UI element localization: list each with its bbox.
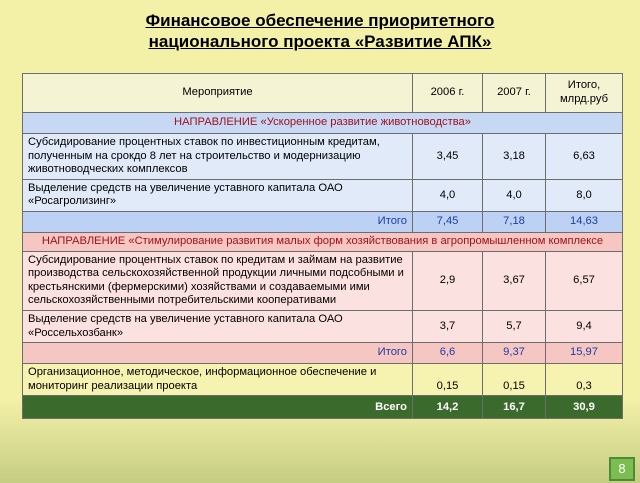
- funding-table: [22, 73, 623, 419]
- subtotal-label: Итого: [23, 343, 413, 364]
- subtotal-total: 15,97: [546, 343, 623, 364]
- value-total: 6,63: [546, 134, 623, 180]
- table-row: [23, 179, 623, 211]
- header-total: Итого, млрд.руб: [546, 74, 623, 113]
- measure-cell: Выделение средств на увеличение уставного капитала ОАО «Росагролизинг»: [23, 179, 413, 211]
- table-row: [23, 134, 623, 180]
- slide-title: [0, 10, 640, 52]
- value-2006: 4,0: [413, 179, 483, 211]
- value-2007: 3,18: [483, 134, 546, 180]
- subtotal-2007: 7,18: [483, 211, 546, 232]
- direction-row-livestock: [23, 113, 623, 134]
- direction-row-small-farms: [23, 232, 623, 251]
- header-measure: Мероприятие: [23, 74, 413, 113]
- header-2006: 2006 г.: [413, 74, 483, 113]
- value-2006: 2,9: [413, 251, 483, 310]
- title-line-2: национального проекта «Развитие АПК»: [148, 32, 492, 51]
- grand-total-2007: 16,7: [483, 396, 546, 419]
- direction-label: НАПРАВЛЕНИЕ: [174, 116, 258, 129]
- grand-total-row: [23, 396, 623, 419]
- measure-cell: Организационное, методическое, информационное обеспечение и мониторинг реализации проекта: [23, 364, 413, 396]
- subtotal-row: [23, 343, 623, 364]
- grand-total-2006: 14,2: [413, 396, 483, 419]
- measure-cell: Субсидирование процентных ставок по кредитам и займам на развитие производства сельскохозяйственной продукции личными подсобными и крестьянскими (фермерскими) хозяйствами и создаваемыми ими сельскохозяйственными потребительскими кооперативами: [23, 251, 413, 310]
- table-header-row: [23, 74, 623, 113]
- value-2007: 4,0: [483, 179, 546, 211]
- subtotal-2006: 6,6: [413, 343, 483, 364]
- slide-number-badge: 8: [609, 457, 635, 481]
- value-total: 8,0: [546, 179, 623, 211]
- direction-title: [23, 113, 623, 134]
- grand-total-label: Всего: [23, 396, 413, 419]
- value-2007: 0,15: [483, 364, 546, 396]
- measure-cell: Субсидирование процентных ставок по инвестиционным кредитам, полученным на срокдо 8 лет на строительство и модернизацию животноводческих комплексов: [23, 134, 413, 180]
- table-row: [23, 251, 623, 310]
- table-row: [23, 310, 623, 342]
- subtotal-label: Итого: [23, 211, 413, 232]
- header-2007: 2007 г.: [483, 74, 546, 113]
- table-row: [23, 364, 623, 396]
- direction-label: НАПРАВЛЕНИЕ: [41, 234, 126, 247]
- subtotal-row: [23, 211, 623, 232]
- direction-name: «Стимулирование развития малых форм хозяйствования в агропромышленном комплексе: [128, 234, 604, 247]
- value-total: 6,57: [546, 251, 623, 310]
- value-2006: 3,7: [413, 310, 483, 342]
- value-2007: 5,7: [483, 310, 546, 342]
- title-line-1: Финансовое обеспечение приоритетного: [145, 11, 495, 30]
- subtotal-2007: 9,37: [483, 343, 546, 364]
- subtotal-total: 14,63: [546, 211, 623, 232]
- value-total: 0,3: [546, 364, 623, 396]
- subtotal-2006: 7,45: [413, 211, 483, 232]
- value-2006: 3,45: [413, 134, 483, 180]
- value-total: 9,4: [546, 310, 623, 342]
- value-2006: 0,15: [413, 364, 483, 396]
- value-2007: 3,67: [483, 251, 546, 310]
- direction-title: [23, 232, 623, 251]
- direction-name: «Ускоренное развитие животноводства»: [260, 116, 471, 129]
- measure-cell: Выделение средств на увеличение уставного капитала ОАО «Россельхозбанк»: [23, 310, 413, 342]
- grand-total-total: 30,9: [546, 396, 623, 419]
